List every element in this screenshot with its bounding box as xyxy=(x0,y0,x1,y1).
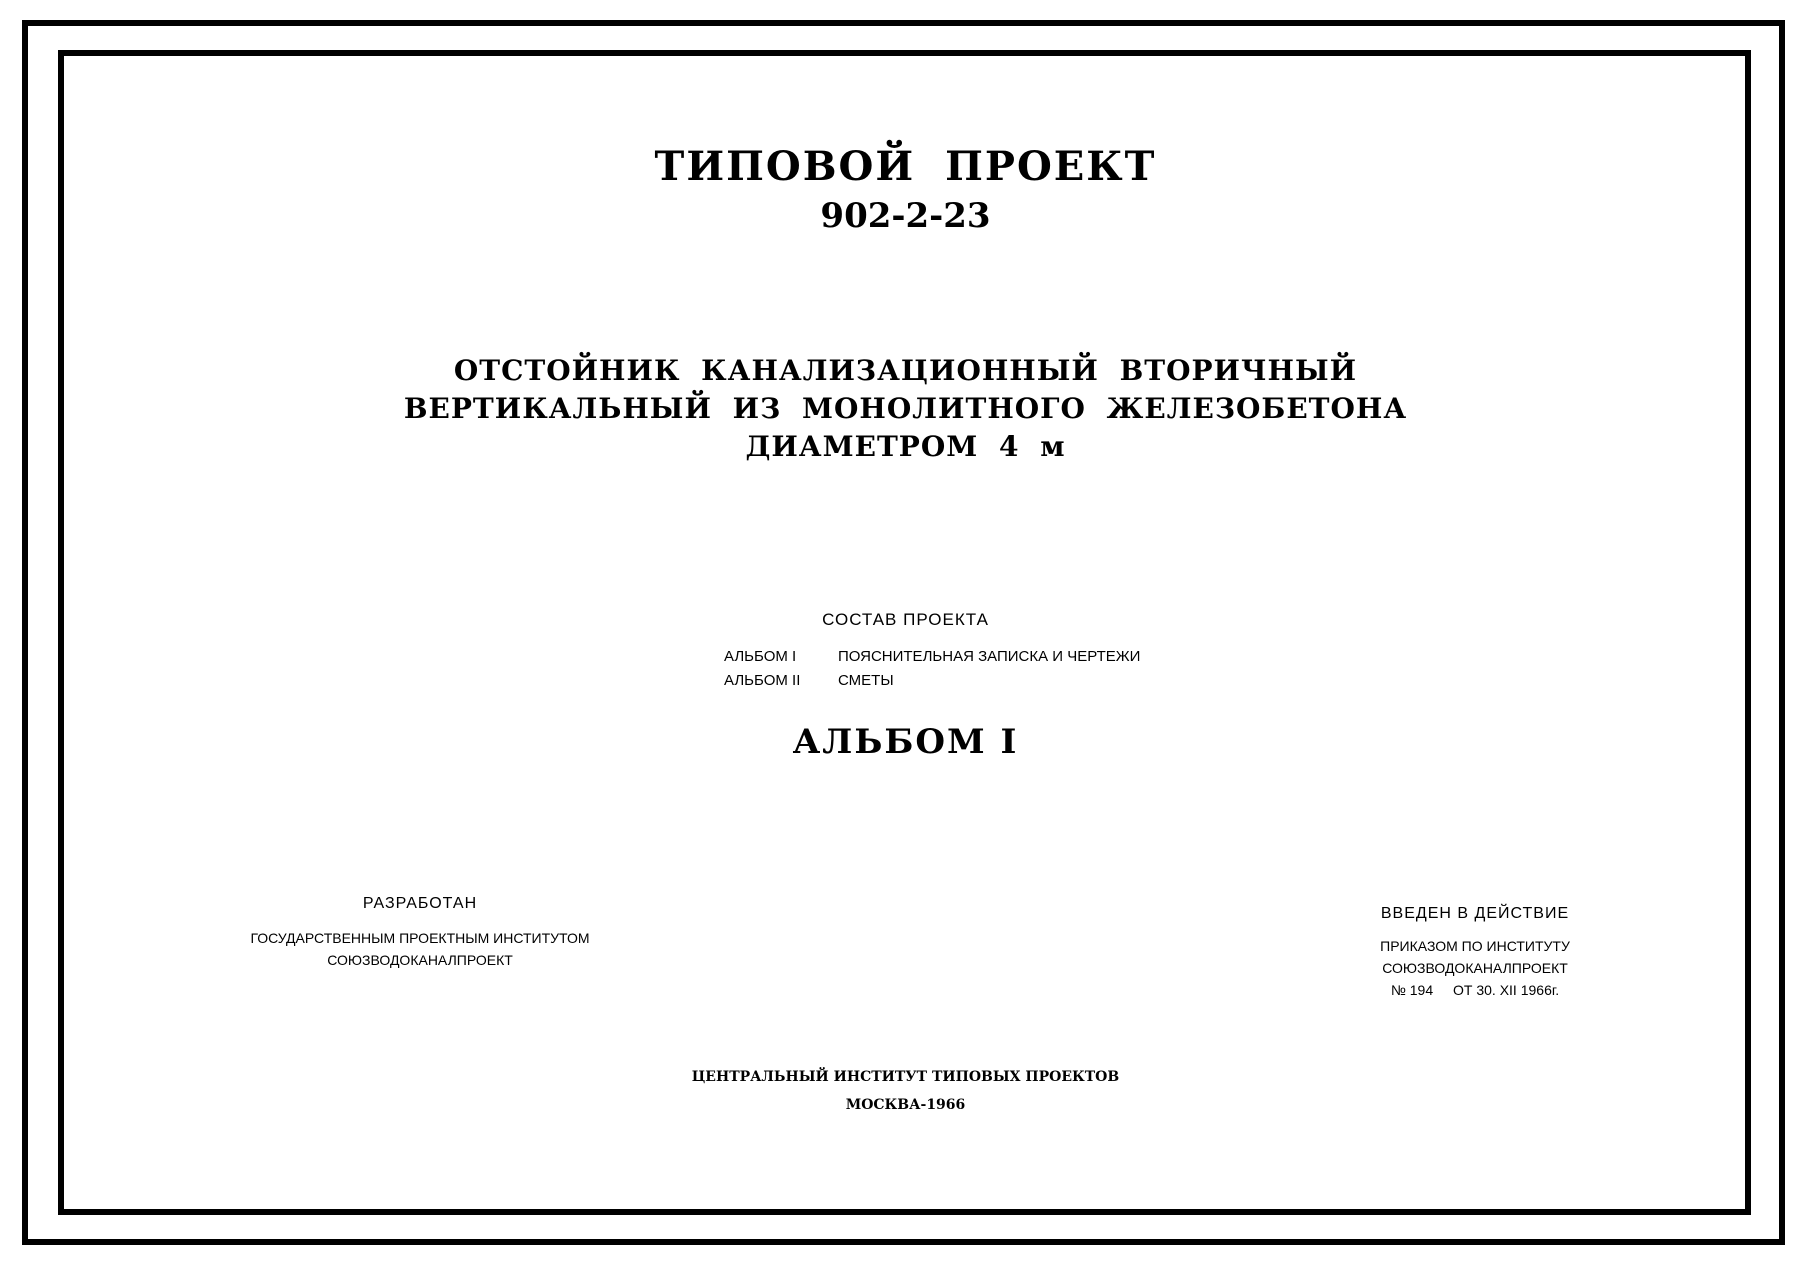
album-content: ПОЯСНИТЕЛЬНАЯ ЗАПИСКА И ЧЕРТЕЖИ xyxy=(838,648,1141,665)
subject-line-3: ДИАМЕТРОМ 4 м xyxy=(745,430,1066,463)
album-list-item xyxy=(724,645,1140,669)
album-list-item xyxy=(724,669,1140,693)
order-number: № 194 xyxy=(1390,982,1434,998)
current-album-title: АЛЬБОМ I xyxy=(792,722,1019,762)
order-date: ОТ 30. XII 1966г. xyxy=(1453,982,1560,998)
album-number: АЛЬБОМ II xyxy=(724,672,801,689)
subject-line-1: ОТСТОЙНИК КАНАЛИЗАЦИОННЫЙ ВТОРИЧНЫЙ xyxy=(453,354,1358,387)
project-subject xyxy=(0,352,1811,466)
developer-line-2: СОЮЗВОДОКАНАЛПРОЕКТ xyxy=(327,952,513,968)
enactment-line-2: СОЮЗВОДОКАНАЛПРОЕКТ xyxy=(1382,960,1568,976)
enactment-heading: ВВЕДЕН В ДЕЙСТВИЕ xyxy=(1380,905,1570,922)
album-content: СМЕТЫ xyxy=(838,672,894,689)
publisher-name: ЦЕНТРАЛЬНЫЙ ИНСТИТУТ ТИПОВЫХ ПРОЕКТОВ xyxy=(691,1069,1120,1085)
project-number: 902-2-23 xyxy=(820,196,991,236)
enactment-order-line xyxy=(1355,979,1595,1001)
publisher-block xyxy=(0,1063,1811,1119)
composition-heading: СОСТАВ ПРОЕКТА xyxy=(822,610,989,629)
project-type-title: ТИПОВОЙ ПРОЕКТ xyxy=(654,143,1157,190)
album-number: АЛЬБОМ I xyxy=(724,648,797,665)
enactment-block xyxy=(1355,905,1595,1001)
publisher-city-year: МОСКВА-1966 xyxy=(845,1097,966,1113)
developer-heading: РАЗРАБОТАН xyxy=(362,895,478,912)
enactment-line-1: ПРИКАЗОМ ПО ИНСТИТУТУ xyxy=(1380,938,1570,954)
developer-block xyxy=(240,895,600,971)
subject-line-2: ВЕРТИКАЛЬНЫЙ ИЗ МОНОЛИТНОГО ЖЕЛЕЗОБЕТОНА xyxy=(403,392,1408,425)
developer-line-1: ГОСУДАРСТВЕННЫМ ПРОЕКТНЫМ ИНСТИТУТОМ xyxy=(250,930,590,946)
album-list xyxy=(724,645,1140,693)
